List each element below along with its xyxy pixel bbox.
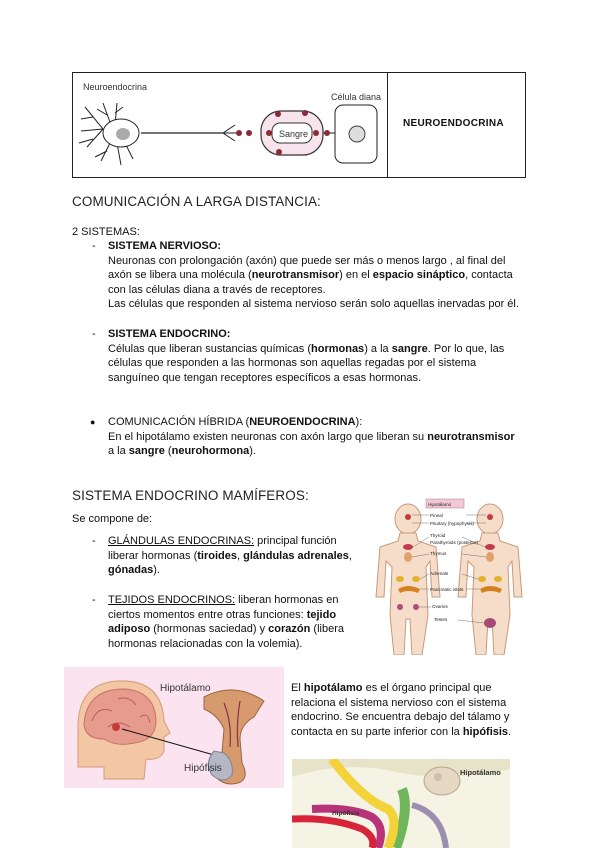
hypothalamus-illustration	[64, 667, 284, 788]
body-label: Pineal	[430, 513, 443, 518]
text-line: con las células diana a través de receptores.	[108, 283, 326, 296]
text-line: sanguíneo que tengan receptores específicos a esas hormonas.	[108, 371, 422, 384]
body-label: Thymus	[430, 551, 447, 556]
body-label: Hipotálamo	[428, 502, 452, 507]
glandulas-block	[108, 534, 363, 578]
figure-divider	[387, 73, 388, 177]
hipotalamo-paragraph	[291, 681, 531, 739]
text-line: células que responden a las hormonas son aquellas regadas por el sistema	[108, 357, 477, 369]
body-label: Adrenals	[430, 571, 449, 576]
testes	[484, 618, 496, 628]
neuroendocrine-figure-box	[72, 72, 526, 178]
body-label: Pancreatic islets	[430, 587, 464, 592]
text-line: Células que liberan sustancias químicas (hormonas) a la sangre. Por lo que, las	[108, 342, 505, 355]
hypothalamus-closeup	[424, 767, 460, 795]
text-line: GLÁNDULAS ENDOCRINAS: principal función	[108, 535, 337, 547]
hypothalamus-dot	[112, 723, 120, 731]
text-line: adiposo (hormonas saciedad) y corazón (libera	[108, 623, 344, 635]
text-line: El hipotálamo es el órgano principal que	[291, 682, 492, 694]
sistema-nervioso-block	[108, 239, 538, 312]
box-title: NEUROENDOCRINA	[403, 118, 504, 129]
heading-larga-distancia: COMUNICACIÓN A LARGA DISTANCIA:	[72, 194, 321, 209]
label-hipotalamo-2: Hipotálamo	[460, 768, 501, 777]
neuron-nucleus	[116, 128, 130, 140]
neuroendocrine-diagram	[73, 73, 387, 177]
bullet-dash: -	[92, 328, 96, 340]
comunicacion-hibrida-block	[108, 415, 538, 459]
intro-se-compone: Se compone de:	[72, 513, 153, 525]
adrenal-left	[396, 576, 404, 582]
label-sangre: Sangre	[279, 129, 309, 139]
hypothalamus-pituitary-closeup	[292, 759, 510, 848]
bullet-dot: ●	[90, 417, 96, 427]
text-line: contacta en su parte inferior con la hipófisis.	[291, 725, 512, 738]
tejidos-block	[108, 593, 363, 651]
body-label: Parathyroids (posterior)	[430, 540, 478, 545]
ovary	[397, 604, 403, 610]
endocrine-system-figure	[366, 497, 526, 655]
text-line: gónadas).	[108, 564, 160, 576]
text-line: relaciona el sistema nervioso con el sistema	[291, 696, 507, 709]
sistema-endocrino-block	[108, 327, 538, 385]
hypothalamus-left	[405, 514, 411, 520]
heading-sistema-endocrino-mamiferos: SISTEMA ENDOCRINO MAMÍFEROS:	[72, 488, 309, 503]
text-line: Neuronas con prolongación (axón) que puede ser más o menos largo , al final del	[108, 254, 506, 267]
body-label: Thyroid	[430, 533, 446, 538]
text-line: Las células que responden al sistema nervioso serán solo aquellas inervadas por él.	[108, 298, 519, 310]
label-hipotalamo: Hipotálamo	[160, 683, 211, 694]
text-line: ciertos momentos entre otras funciones: tejido	[108, 608, 337, 621]
intro-2-sistemas: 2 SISTEMAS:	[72, 226, 140, 238]
label-neuroendocrina: Neuroendocrina	[83, 82, 148, 92]
label-celula-diana: Célula diana	[331, 92, 382, 102]
label-hipofisis: Hipófisis	[184, 763, 222, 774]
bullet-dash: -	[92, 240, 96, 252]
text-line: liberar hormonas (tiroides, glándulas adrenales,	[108, 549, 352, 562]
body-label: Testes	[434, 617, 448, 622]
bullet-dash: -	[92, 594, 96, 606]
sistema-nervioso-title: SISTEMA NERVIOSO:	[108, 240, 222, 252]
sistema-endocrino-title: SISTEMA ENDOCRINO:	[108, 328, 231, 340]
text-line: TEJIDOS ENDOCRINOS: liberan hormonas en	[108, 594, 339, 606]
body-label: Pituitary (hypophysis)	[430, 521, 474, 526]
bullet-dash: -	[92, 535, 96, 547]
text-line: endocrino. Se encuentra debajo del tálamo y	[291, 711, 510, 723]
text-line: a la sangre (neurohormona).	[108, 445, 256, 457]
thyroid-left	[403, 544, 413, 550]
text-line: En el hipotálamo existen neuronas con axón largo que liberan su neurotransmisor	[108, 430, 515, 443]
text-line: hormonas relacionadas con la volemia).	[108, 637, 303, 650]
label-hipofisis-2: Hipófisis	[332, 810, 360, 817]
body-label: Ovaries	[432, 604, 448, 609]
text-line: axón se libera una molécula (neurotransmisor) en el espacio sináptico, contacta	[108, 269, 513, 281]
text-line: COMUNICACIÓN HÍBRIDA (NEUROENDOCRINA):	[108, 416, 363, 428]
